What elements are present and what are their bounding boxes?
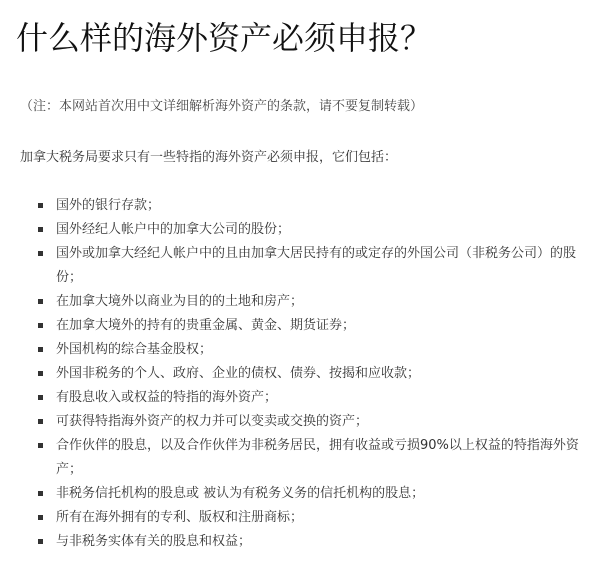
list-item-text: 合作伙伴的股息，以及合作伙伴为非税务居民，拥有收益或亏损90%以上权益的特指海外资产； bbox=[56, 438, 579, 477]
list-item-text: 所有在海外拥有的专利、版权和注册商标； bbox=[56, 510, 304, 525]
square-bullet-icon bbox=[38, 299, 43, 304]
list-item bbox=[38, 482, 594, 506]
square-bullet-icon bbox=[38, 491, 43, 496]
list-item bbox=[38, 530, 594, 554]
square-bullet-icon bbox=[38, 515, 43, 520]
square-bullet-icon bbox=[38, 539, 43, 544]
list-item-text: 在加拿大境外以商业为目的的土地和房产； bbox=[56, 294, 304, 309]
square-bullet-icon bbox=[38, 395, 43, 400]
list-item-text: 外国机构的综合基金股权； bbox=[56, 342, 213, 357]
list-item-text: 非税务信托机构的股息或 被认为有税务义务的信托机构的股息； bbox=[56, 486, 425, 501]
list-item bbox=[38, 194, 594, 218]
list-item-text: 有股息收入或权益的特指的海外资产； bbox=[56, 390, 278, 405]
list-item bbox=[38, 242, 594, 290]
list-item-text: 与非税务实体有关的股息和权益； bbox=[56, 534, 252, 549]
list-item-text: 国外的银行存款； bbox=[56, 198, 161, 213]
square-bullet-icon bbox=[38, 203, 43, 208]
asset-list bbox=[38, 194, 594, 554]
square-bullet-icon bbox=[38, 323, 43, 328]
list-item-text: 国外或加拿大经纪人帐户中的且由加拿大居民持有的或定存的外国公司（非税务公司）的股份； bbox=[56, 246, 577, 285]
square-bullet-icon bbox=[38, 251, 43, 256]
list-item bbox=[38, 386, 594, 410]
list-item-text: 国外经纪人帐户中的加拿大公司的股份； bbox=[56, 222, 291, 237]
list-item bbox=[38, 338, 594, 362]
square-bullet-icon bbox=[38, 371, 43, 376]
square-bullet-icon bbox=[38, 227, 43, 232]
list-item-text: 外国非税务的个人、政府、企业的债权、债券、按揭和应收款； bbox=[56, 366, 421, 381]
list-item bbox=[38, 410, 594, 434]
list-item-text: 在加拿大境外的持有的贵重金属、黄金、期货证券； bbox=[56, 318, 356, 333]
list-item bbox=[38, 362, 594, 386]
square-bullet-icon bbox=[38, 347, 43, 352]
intro-paragraph: 加拿大税务局要求只有一些特指的海外资产必须申报，它们包括： bbox=[20, 150, 398, 165]
list-item bbox=[38, 434, 594, 482]
list-item bbox=[38, 506, 594, 530]
square-bullet-icon bbox=[38, 419, 43, 424]
list-item bbox=[38, 218, 594, 242]
page-title: 什么样的海外资产必须申报？ bbox=[16, 19, 433, 57]
list-item bbox=[38, 290, 594, 314]
list-item bbox=[38, 314, 594, 338]
list-item-text: 可获得特指海外资产的权力并可以变卖或交换的资产； bbox=[56, 414, 369, 429]
copyright-note: （注：本网站首次用中文详细解析海外资产的条款，请不要复制转载） bbox=[20, 99, 424, 114]
square-bullet-icon bbox=[38, 443, 43, 448]
